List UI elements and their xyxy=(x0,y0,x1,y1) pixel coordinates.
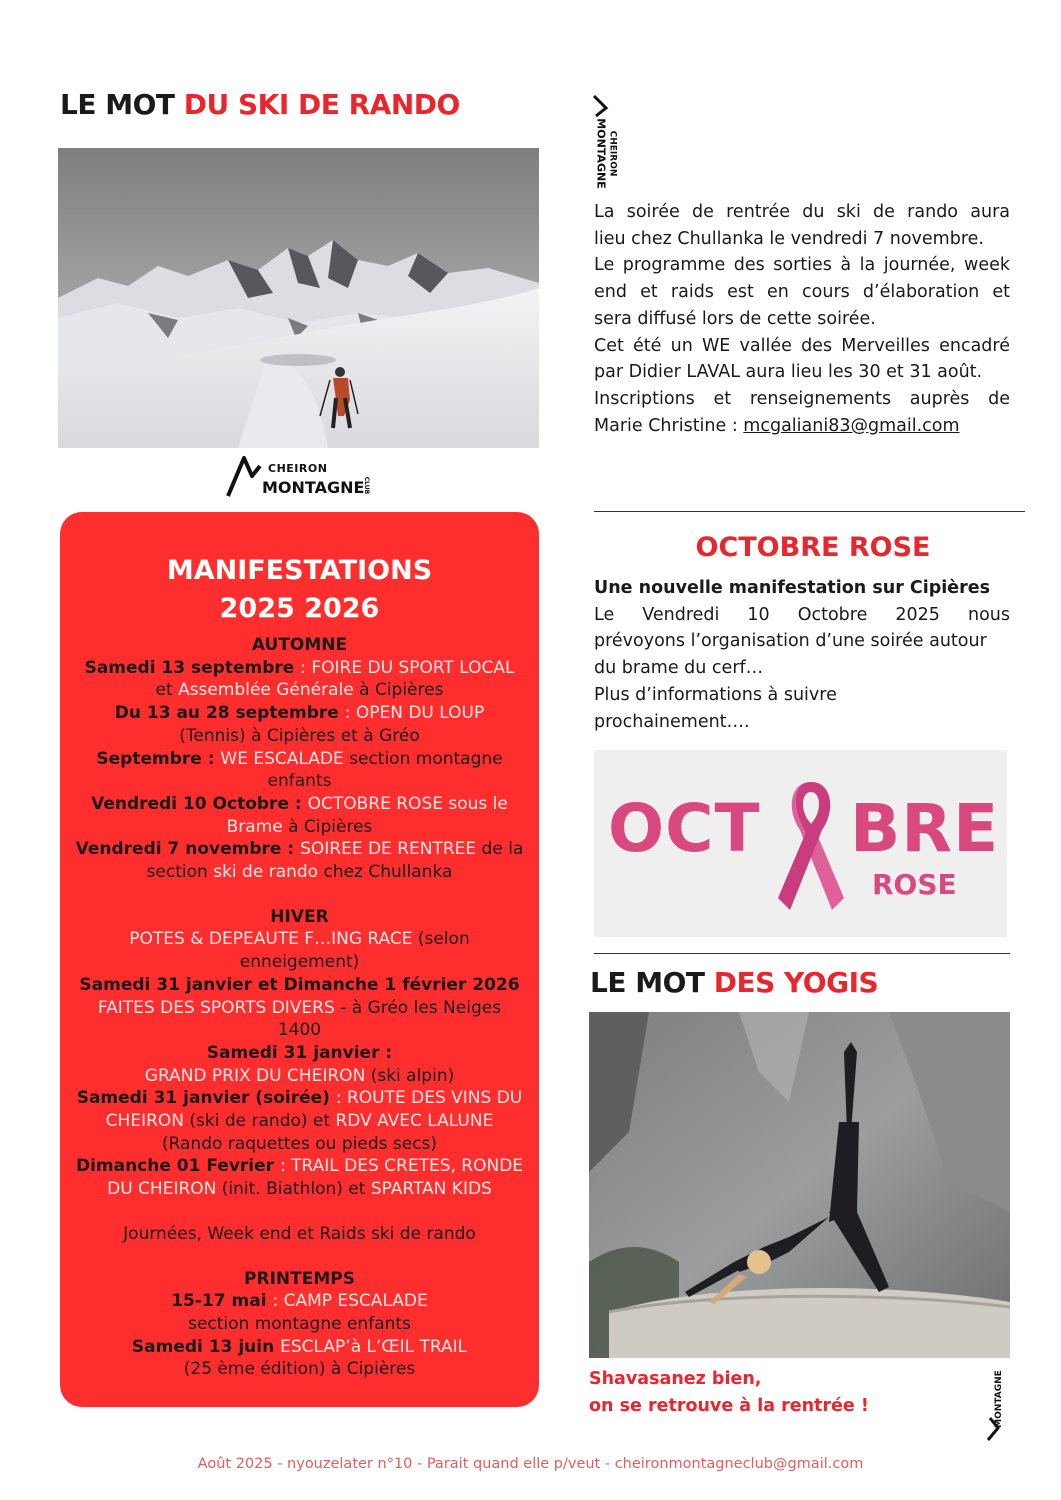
event-line: (Tennis) à Cipières et à Gréo xyxy=(179,725,420,746)
octobre-line: du brame du cerf… xyxy=(594,658,764,679)
event-name: : CAMP ESCALADE xyxy=(272,1291,428,1312)
ski-photo-illustration xyxy=(58,148,539,448)
manifestations-title-line: MANIFESTATIONS xyxy=(166,555,433,586)
event-date: Samedi 31 janvier : xyxy=(206,1042,393,1063)
banner-text-rose: ROSE xyxy=(872,868,957,901)
octobre-line: prévoyons l’organisation d’une soirée autour xyxy=(594,631,987,652)
event-text: (init. Biathlon) et xyxy=(216,1179,371,1200)
event-name: SPARTAN KIDS xyxy=(370,1179,492,1200)
logo-top-text: CHEIRON xyxy=(607,130,618,177)
season-hiver: HIVER xyxy=(270,906,329,927)
yoga-photo xyxy=(589,1012,1010,1358)
event-name: GRAND PRIX DU CHEIRON xyxy=(144,1065,366,1086)
season-automne: AUTOMNE xyxy=(251,635,348,655)
ski-line: Cet été un WE vallée des Merveilles encadré xyxy=(594,335,1010,356)
event-line xyxy=(68,1065,531,1088)
event-line xyxy=(68,1336,531,1359)
spacer xyxy=(68,1246,531,1268)
mountain-logo-icon xyxy=(226,454,266,500)
event-text: à Cipières xyxy=(353,680,444,701)
event-date: Septembre : xyxy=(96,748,221,769)
event-name: ESCLAP’à L’ŒIL TRAIL xyxy=(280,1336,468,1357)
event-date: Dimanche 01 Fevrier xyxy=(75,1156,280,1177)
event-text: chez Chullanka xyxy=(318,862,453,883)
ski-line-contact xyxy=(594,413,1010,440)
event-line xyxy=(68,997,531,1020)
event-text: (ski de rando) et xyxy=(184,1111,336,1132)
event-name: : TRAIL DES CRETES, RONDE xyxy=(279,1156,524,1177)
event-date: Samedi 13 juin xyxy=(131,1336,281,1357)
event-name: : ROUTE DES VINS DU xyxy=(335,1088,523,1109)
event-line xyxy=(68,1087,531,1110)
logo-top-text: CHEIRON xyxy=(268,462,328,475)
season-printemps: PRINTEMPS xyxy=(244,1268,355,1289)
ski-heading-red: DU SKI DE RANDO xyxy=(183,88,460,121)
octobre-heading: OCTOBRE ROSE xyxy=(695,532,931,563)
event-name: WE ESCALADE xyxy=(220,748,344,769)
event-date: Samedi 31 janvier et Dimanche 1 février 2026 xyxy=(79,974,520,995)
event-line xyxy=(68,657,531,680)
ski-line: lieu chez Chullanka le vendredi 7 novembre. xyxy=(594,228,984,249)
event-line xyxy=(68,793,531,816)
event-line: enfants xyxy=(267,771,332,792)
event-name: SOIREE DE RENTREE xyxy=(300,839,477,860)
event-name: OCTOBRE ROSE sous le xyxy=(307,793,508,814)
event-line xyxy=(68,928,531,951)
event-line xyxy=(68,816,531,839)
event-name: : FOIRE DU SPORT LOCAL xyxy=(300,657,515,678)
event-date: Vendredi 10 Octobre : xyxy=(91,793,308,814)
event-text: et xyxy=(155,680,179,701)
yogis-caption xyxy=(589,1366,869,1420)
ski-line: end et raids est en cours d’élaboration et xyxy=(594,282,1010,303)
event-text: de la xyxy=(476,839,524,860)
event-name: FAITES DES SPORTS DIVERS xyxy=(97,997,335,1018)
event-name: Brame xyxy=(226,816,289,837)
yogis-heading-black: LE MOT xyxy=(590,966,714,999)
event-line xyxy=(68,838,531,861)
event-line: section montagne enfants xyxy=(188,1313,411,1334)
event-line xyxy=(68,1155,531,1178)
logo-main-text: MONTAGNE xyxy=(994,1370,1004,1428)
octobre-text xyxy=(594,575,1010,735)
ski-line: La soirée de rentrée du ski de rando aura xyxy=(594,202,1010,222)
cheiron-logo-vertical-top xyxy=(592,94,622,192)
octobre-line: Plus d’informations à suivre xyxy=(594,684,837,705)
cheiron-logo-horizontal xyxy=(226,454,376,500)
octobre-line: prochainement…. xyxy=(594,711,750,732)
event-line xyxy=(68,748,531,771)
event-line xyxy=(68,1290,531,1313)
event-line xyxy=(68,679,531,702)
event-line: Journées, Week end et Raids ski de rando xyxy=(123,1223,476,1244)
logo-main-text: MONTAGNE xyxy=(262,478,365,497)
ski-line: Le programme des sorties à la journée, week xyxy=(594,255,1010,276)
event-name: ski de rando xyxy=(213,862,319,883)
event-name: RDV AVEC LALUNE xyxy=(335,1111,494,1132)
event-line xyxy=(68,702,531,725)
ski-line: par Didier LAVAL aura lieu les 30 et 31 août. xyxy=(594,362,983,383)
ski-heading-black: LE MOT xyxy=(60,88,184,121)
event-date: Samedi 13 septembre xyxy=(84,657,301,678)
event-text: à Cipières xyxy=(288,816,373,837)
event-line: (25 ème édition) à Cipières xyxy=(183,1359,416,1380)
manifestations-title-line: 2025 2026 xyxy=(219,593,380,624)
ski-heading xyxy=(60,88,460,121)
logo-side-text: CLUB xyxy=(363,476,371,495)
yoga-photo-illustration xyxy=(589,1012,1010,1358)
event-line xyxy=(68,861,531,884)
contact-prefix: Marie Christine : xyxy=(594,415,744,436)
event-text: (selon xyxy=(412,929,470,950)
event-line xyxy=(68,1110,531,1133)
octobre-line: Le Vendredi 10 Octobre 2025 nous xyxy=(594,604,1010,625)
event-line: (Rando raquettes ou pieds secs) xyxy=(161,1133,438,1154)
ski-text xyxy=(594,199,1010,439)
event-text: - à Gréo les Neiges xyxy=(334,997,502,1018)
event-date: Samedi 31 janvier (soirée) xyxy=(76,1088,336,1109)
spacer xyxy=(68,1201,531,1223)
cheiron-logo-vertical-bottom xyxy=(986,1368,1012,1442)
pink-ribbon-icon xyxy=(772,770,850,920)
yogis-heading-red: DES YOGIS xyxy=(713,966,879,999)
event-name: Assemblée Générale xyxy=(178,680,354,701)
event-line: 1400 xyxy=(277,1020,322,1041)
manifestations-box xyxy=(60,512,539,1407)
divider-top xyxy=(594,511,1025,512)
ski-line: sera diffusé lors de cette soirée. xyxy=(594,308,876,329)
event-date: Du 13 au 28 septembre xyxy=(114,703,345,724)
event-text: section xyxy=(146,862,214,883)
spacer xyxy=(68,884,531,906)
manifestations-list xyxy=(60,634,539,1381)
yogis-caption-line: on se retrouve à la rentrée ! xyxy=(589,1396,869,1416)
event-name: DU CHEIRON xyxy=(107,1179,217,1200)
octobre-subheading: Une nouvelle manifestation sur Cipières xyxy=(594,578,991,598)
yogis-heading xyxy=(590,966,878,999)
event-line: enneigement) xyxy=(239,952,360,973)
banner-text-bre: BRE xyxy=(850,790,1000,867)
event-date: 15-17 mai xyxy=(171,1291,273,1312)
divider-bottom xyxy=(594,953,1010,954)
ski-photo xyxy=(58,148,539,448)
event-date: Vendredi 7 novembre : xyxy=(75,839,301,860)
manifestations-title xyxy=(60,552,539,628)
ski-line: Inscriptions et renseignements auprès de xyxy=(594,388,1010,409)
event-text: section montagne xyxy=(343,748,503,769)
footer: Août 2025 - nyouzelater n°10 - Parait quand elle p/veut - cheironmontagneclub@gmail.com xyxy=(197,1456,864,1472)
event-text: (ski alpin) xyxy=(365,1065,455,1086)
event-name: CHEIRON xyxy=(105,1111,184,1132)
octobre-rose-banner xyxy=(594,750,1007,937)
banner-text-oct: OCT xyxy=(608,790,761,867)
event-line xyxy=(68,1178,531,1201)
event-name: : OPEN DU LOUP xyxy=(344,703,485,724)
yogis-caption-line: Shavasanez bien, xyxy=(589,1369,762,1389)
event-name: POTES & DEPEAUTE F…ING RACE xyxy=(129,929,413,950)
logo-main-text: MONTAGNE xyxy=(594,118,608,189)
contact-email-link[interactable]: mcgaliani83@gmail.com xyxy=(743,415,960,436)
logo-text-vertical xyxy=(595,106,618,202)
